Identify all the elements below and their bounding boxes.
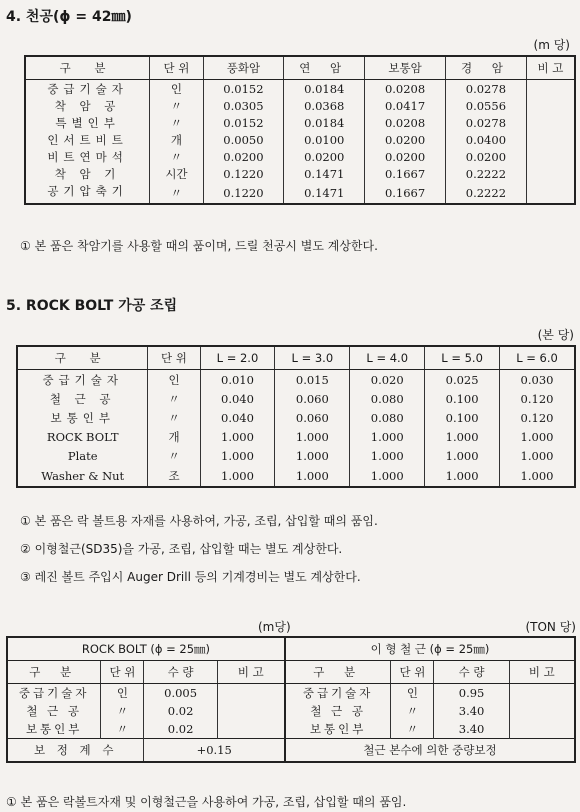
cell: 0.2222: [445, 165, 526, 182]
row-unit: 〃: [101, 702, 144, 720]
section4-note: ① 본 품은 착암기를 사용할 때의 품이며, 드릴 천공시 별도 계상한다.: [20, 239, 378, 253]
cell: 0.040: [200, 408, 275, 427]
left-title: ROCK BOLT (ϕ = 25㎜): [7, 637, 285, 661]
cell: [526, 80, 575, 98]
col-header: 단 위: [391, 661, 434, 684]
row-label: 특별인부: [25, 114, 150, 131]
cell: [526, 114, 575, 131]
cell: 0.0278: [445, 80, 526, 98]
col-header: 경 암: [445, 56, 526, 80]
cell: 0.1667: [365, 165, 445, 182]
cell: 1.000: [200, 446, 275, 465]
cell: 3.40: [434, 720, 509, 739]
cell: 0.0556: [445, 97, 526, 114]
row-label: 보통인부: [285, 720, 391, 739]
col-header: L = 6.0: [500, 346, 575, 370]
cell: 0.025: [425, 370, 500, 390]
col-header: 수 량: [144, 661, 217, 684]
table-row: [17, 389, 575, 408]
cell: [217, 684, 285, 703]
row-unit: 인: [101, 684, 144, 703]
row-unit: 개: [148, 427, 200, 446]
cell: 0.1471: [284, 182, 365, 204]
col-header: L = 4.0: [350, 346, 425, 370]
cell: 1.000: [500, 446, 575, 465]
row-unit: 인: [148, 370, 200, 390]
col-header: 수 량: [434, 661, 509, 684]
cell: [217, 720, 285, 739]
col-header: L = 2.0: [200, 346, 275, 370]
col-header: 구 분: [7, 661, 101, 684]
cell: 1.000: [200, 465, 275, 487]
cell: 0.020: [350, 370, 425, 390]
row-label: 철 근 공: [285, 702, 391, 720]
footer-left-label: 보 정 계 수: [7, 739, 144, 763]
table-row: [25, 80, 575, 98]
cell: 0.0208: [365, 80, 445, 98]
cell: 0.0100: [284, 131, 365, 148]
cell: 0.030: [500, 370, 575, 390]
table-row: [17, 427, 575, 446]
section5-note-1: ① 본 품은 락 볼트용 자재를 사용하여, 가공, 조립, 삽입할 때의 품임.: [20, 514, 378, 528]
cell: [526, 182, 575, 204]
cell: 0.060: [275, 389, 350, 408]
row-unit: 〃: [150, 97, 203, 114]
section6-unit-right: (TON 당): [525, 620, 576, 634]
cell: [526, 97, 575, 114]
table-row: [25, 182, 575, 204]
cell: 0.120: [500, 408, 575, 427]
col-header: 구 분: [25, 56, 150, 80]
cell: 0.1471: [284, 165, 365, 182]
cell: 0.0200: [365, 148, 445, 165]
row-label: 착 암 기: [25, 165, 150, 182]
col-header: 보통암: [365, 56, 445, 80]
cell: 1.000: [275, 446, 350, 465]
cell: 0.0184: [284, 114, 365, 131]
row-unit: 〃: [150, 182, 203, 204]
cell: 1.000: [200, 427, 275, 446]
section4-title: 4. 천공(ϕ = 42㎜): [6, 9, 132, 25]
cell: 0.0200: [284, 148, 365, 165]
cell: 0.0305: [203, 97, 283, 114]
row-label: 보통인부: [7, 720, 101, 739]
cell: 0.010: [200, 370, 275, 390]
row-label: ROCK BOLT: [17, 427, 148, 446]
col-header: 구 분: [17, 346, 148, 370]
cell: 0.080: [350, 389, 425, 408]
cell: 0.1220: [203, 165, 283, 182]
row-label: 중급기술자: [285, 684, 391, 703]
cell: [217, 702, 285, 720]
row-unit: 〃: [148, 446, 200, 465]
cell: 0.005: [144, 684, 217, 703]
row-label: 철 근 공: [7, 702, 101, 720]
cell: 1.000: [425, 446, 500, 465]
cell: 0.0200: [365, 131, 445, 148]
cell: [526, 165, 575, 182]
row-unit: 시간: [150, 165, 203, 182]
cell: [526, 131, 575, 148]
table-row: [17, 446, 575, 465]
section5-note-2: ② 이형철근(SD35)을 가공, 조립, 삽입할 때는 별도 계상한다.: [20, 542, 343, 556]
table-row: [25, 148, 575, 165]
cell: 0.02: [144, 720, 217, 739]
cell: 1.000: [425, 427, 500, 446]
row-unit: 개: [150, 131, 203, 148]
row-unit: 〃: [150, 114, 203, 131]
col-header: 단 위: [150, 56, 203, 80]
cell: 0.0152: [203, 114, 283, 131]
table-row: [7, 702, 575, 720]
row-unit: 〃: [101, 720, 144, 739]
section5-note-3: ③ 레진 볼트 주입시 Auger Drill 등의 기계경비는 별도 계상한다.: [20, 570, 361, 584]
table-row: [25, 165, 575, 182]
cell: 0.0152: [203, 80, 283, 98]
cell: 0.080: [350, 408, 425, 427]
cell: 0.100: [425, 408, 500, 427]
row-unit: 〃: [391, 720, 434, 739]
col-header: L = 3.0: [275, 346, 350, 370]
col-header: 비 고: [217, 661, 285, 684]
cell: 0.0200: [203, 148, 283, 165]
table-row: [7, 720, 575, 739]
cell: 0.02: [144, 702, 217, 720]
cell: 0.0050: [203, 131, 283, 148]
cell: 1.000: [350, 446, 425, 465]
cell: 0.120: [500, 389, 575, 408]
section5-unit: (본 당): [537, 328, 574, 342]
cell: [509, 702, 575, 720]
section6-note: ① 본 품은 락볼트자재 및 이형철근을 사용하여 가공, 조립, 삽입할 때의 품임.: [6, 795, 407, 809]
row-label: 중급기술자: [17, 370, 148, 390]
footer-left-value: +0.15: [144, 739, 285, 763]
cell: 0.1220: [203, 182, 283, 204]
row-unit: 〃: [148, 389, 200, 408]
cell: 0.060: [275, 408, 350, 427]
col-header: L = 5.0: [425, 346, 500, 370]
col-header: 구 분: [285, 661, 391, 684]
cell: 1.000: [350, 427, 425, 446]
section4-table: [24, 55, 576, 205]
row-label: 착 암 공: [25, 97, 150, 114]
row-label: Plate: [17, 446, 148, 465]
cell: 0.1667: [365, 182, 445, 204]
table-row: [17, 465, 575, 487]
cell: 1.000: [275, 465, 350, 487]
col-header: 단 위: [148, 346, 200, 370]
cell: 0.0184: [284, 80, 365, 98]
cell: 1.000: [425, 465, 500, 487]
row-unit: 〃: [150, 148, 203, 165]
section6-table: [6, 636, 576, 763]
cell: 1.000: [275, 427, 350, 446]
table-row: [17, 408, 575, 427]
cell: 0.0417: [365, 97, 445, 114]
table-row: [17, 370, 575, 390]
cell: 0.0208: [365, 114, 445, 131]
cell: 0.0278: [445, 114, 526, 131]
cell: 0.100: [425, 389, 500, 408]
row-label: 철 근 공: [17, 389, 148, 408]
table-row: [7, 684, 575, 703]
col-header: 비 고: [509, 661, 575, 684]
cell: [509, 684, 575, 703]
col-header: 연 암: [284, 56, 365, 80]
cell: 1.000: [500, 427, 575, 446]
cell: 0.2222: [445, 182, 526, 204]
cell: 0.015: [275, 370, 350, 390]
row-label: 중급기술자: [7, 684, 101, 703]
row-unit: 조: [148, 465, 200, 487]
cell: 0.040: [200, 389, 275, 408]
cell: 3.40: [434, 702, 509, 720]
table-row: [25, 131, 575, 148]
row-unit: 〃: [148, 408, 200, 427]
section5-table: [16, 345, 576, 488]
cell: 0.0200: [445, 148, 526, 165]
row-label: Washer & Nut: [17, 465, 148, 487]
cell: 1.000: [500, 465, 575, 487]
cell: 0.0368: [284, 97, 365, 114]
row-unit: 인: [391, 684, 434, 703]
col-header: 풍화암: [203, 56, 283, 80]
cell: 1.000: [350, 465, 425, 487]
table-row: [25, 97, 575, 114]
row-unit: 〃: [391, 702, 434, 720]
col-header: 비 고: [526, 56, 575, 80]
row-label: 중급기술자: [25, 80, 150, 98]
cell: 0.95: [434, 684, 509, 703]
section6-unit-left: (m당): [258, 620, 291, 634]
col-header: 단 위: [101, 661, 144, 684]
row-label: 보통인부: [17, 408, 148, 427]
section5-title: 5. ROCK BOLT 가공 조립: [6, 298, 178, 314]
row-label: 공기압축기: [25, 182, 150, 204]
right-title: 이 형 철 근 (ϕ = 25㎜): [285, 637, 575, 661]
table-row: [25, 114, 575, 131]
footer-row: [7, 739, 575, 763]
row-label: 비트연마석: [25, 148, 150, 165]
section4-unit: (m 당): [533, 38, 570, 52]
footer-right-text: 철근 본수에 의한 중량보정: [285, 739, 575, 763]
cell: 0.0400: [445, 131, 526, 148]
row-label: 인서트비트: [25, 131, 150, 148]
cell: [526, 148, 575, 165]
cell: [509, 720, 575, 739]
row-unit: 인: [150, 80, 203, 98]
